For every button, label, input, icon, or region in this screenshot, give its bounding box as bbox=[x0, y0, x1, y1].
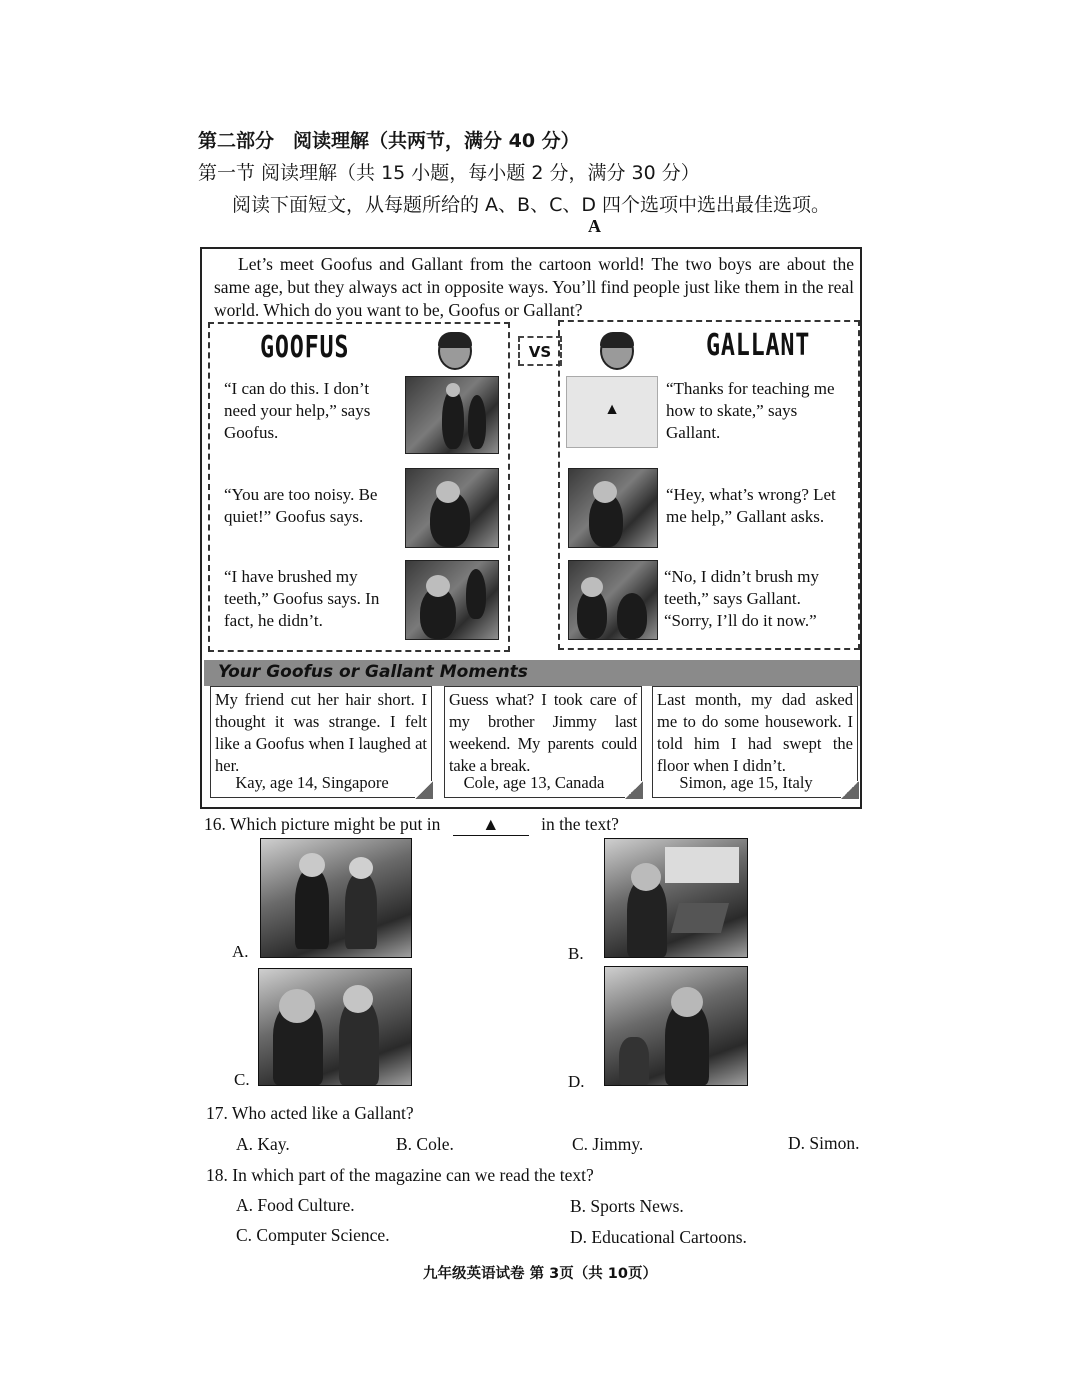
question-18-option-d: D. Educational Cartoons. bbox=[570, 1227, 747, 1247]
gallant-quote-2: “Hey, what’s wrong? Let me help,” Gallant asks. bbox=[666, 485, 836, 526]
goofus-quote-3: “I have brushed my teeth,” Goofus says. In fact, he didn’t. bbox=[224, 567, 380, 630]
question-16 bbox=[204, 814, 619, 836]
gallant-quote-1: “Thanks for teaching me how to skate,” says Gallant. bbox=[666, 379, 835, 442]
question-18-option-b: B. Sports News. bbox=[570, 1196, 684, 1216]
intro-paragraph: Let’s meet Goofus and Gallant from the cartoon world! The two boys are about the same age, but they always act in opposite ways. You’ll find people just like them in the real world. Which do you want to be, Goofus or Gallant? bbox=[214, 254, 854, 320]
instruction: 阅读下面短文，从每题所给的 A、B、C、D 四个选项中选出最佳选项。 bbox=[232, 194, 831, 216]
question-17-option-b: B. Cole. bbox=[396, 1134, 454, 1154]
moment-signature: Simon, age 15, Italy bbox=[679, 773, 813, 792]
goofus-quote-2: “You are too noisy. Be quiet!” Goofus says. bbox=[224, 485, 378, 526]
moment-card-cole bbox=[444, 686, 642, 798]
page-fold-icon bbox=[625, 781, 643, 799]
missing-picture-placeholder bbox=[566, 376, 658, 448]
goofus-picture-3 bbox=[405, 560, 499, 640]
option-b-label: B. bbox=[568, 944, 584, 963]
option-a-label: A. bbox=[232, 942, 249, 961]
page-footer: 九年级英语试卷 第 3页（共 10页） bbox=[423, 1266, 657, 1282]
question-18-option-c: C. Computer Science. bbox=[236, 1225, 390, 1245]
moment-text: Guess what? I took care of my brother Jimmy last weekend. My parents could take a break. bbox=[449, 690, 637, 775]
question-16-text-end: in the text? bbox=[541, 814, 619, 834]
goofus-picture-1 bbox=[405, 376, 499, 454]
option-d-picture bbox=[604, 966, 748, 1086]
question-17-option-c: C. Jimmy. bbox=[572, 1134, 644, 1154]
gallant-picture-3 bbox=[568, 560, 658, 640]
moment-signature: Cole, age 13, Canada bbox=[463, 773, 605, 792]
goofus-picture-2 bbox=[405, 468, 499, 548]
gallant-picture-2 bbox=[568, 468, 658, 548]
option-c-label: C. bbox=[234, 1070, 250, 1089]
moments-heading: Your Goofus or Gallant Moments bbox=[204, 660, 860, 686]
gallant-quote-3: “No, I didn’t brush my teeth,” says Gallant. “Sorry, I’ll do it now.” bbox=[664, 567, 820, 630]
goofus-title: GOOFUS bbox=[260, 330, 350, 365]
moment-signature: Kay, age 14, Singapore bbox=[235, 773, 389, 792]
goofus-quote-1: “I can do this. I don’t need your help,” says Goofus. bbox=[224, 379, 371, 442]
section-title: 第一节 阅读理解（共 15 小题，每小题 2 分，满分 30 分） bbox=[198, 162, 700, 184]
question-17-option-d: D. Simon. bbox=[788, 1133, 860, 1153]
gallant-title: GALLANT bbox=[706, 328, 811, 363]
option-c-picture bbox=[258, 968, 412, 1086]
question-16-blank: ▲ bbox=[453, 814, 529, 836]
goofus-panel bbox=[208, 322, 510, 652]
question-17: 17. Who acted like a Gallant? bbox=[206, 1103, 414, 1123]
moment-card-kay bbox=[210, 686, 432, 798]
gallant-panel bbox=[558, 320, 860, 650]
option-a-picture bbox=[260, 838, 412, 958]
page-fold-icon bbox=[841, 781, 859, 799]
moment-text: Last month, my dad asked me to do some housework. I told him I had swept the floor when I didn’t. bbox=[657, 690, 853, 775]
vs-badge: VS bbox=[518, 336, 562, 366]
option-d-label: D. bbox=[568, 1072, 585, 1091]
option-b-picture bbox=[604, 838, 748, 958]
passage-label: A bbox=[588, 216, 601, 236]
page-fold-icon bbox=[415, 781, 433, 799]
question-17-option-a: A. Kay. bbox=[236, 1134, 290, 1154]
question-18: 18. In which part of the magazine can we read the text? bbox=[206, 1165, 594, 1185]
moment-card-simon bbox=[652, 686, 858, 798]
part-title: 第二部分 阅读理解（共两节，满分 40 分） bbox=[198, 130, 580, 152]
gallant-face-icon bbox=[600, 332, 634, 370]
question-18-option-a: A. Food Culture. bbox=[236, 1195, 355, 1215]
question-16-text: 16. Which picture might be put in bbox=[204, 814, 441, 834]
moment-text: My friend cut her hair short. I thought it was strange. I felt like a Goofus when I laughed at her. bbox=[215, 690, 427, 775]
placeholder-triangle: ▲ bbox=[604, 401, 620, 418]
goofus-face-icon bbox=[438, 332, 472, 370]
